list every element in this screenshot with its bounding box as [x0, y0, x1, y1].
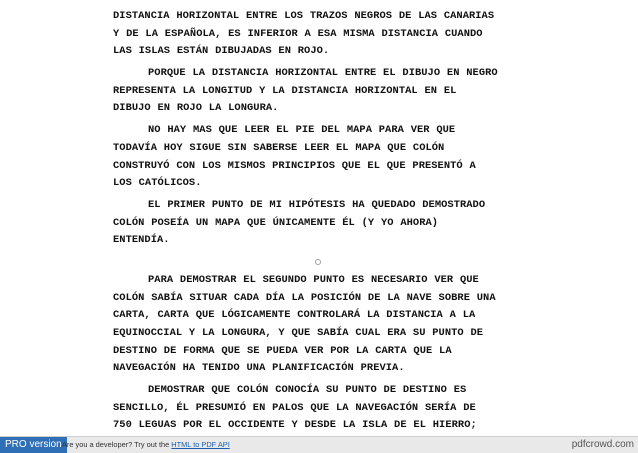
circle-separator-icon: [315, 259, 321, 265]
text-line: Y DE LA ESPAÑOLA, ES INFERIOR A ESA MISMA DISTANCIA CUANDO: [113, 27, 483, 40]
html-to-pdf-api-link[interactable]: HTML to PDF API: [171, 440, 230, 449]
footer-bar: [0, 436, 638, 453]
paragraph: [113, 272, 543, 378]
text-line: COLÓN POSEÍA UN MAPA QUE ÚNICAMENTE ÉL (Y YO AHORA): [113, 216, 439, 229]
paragraph: [113, 382, 543, 436]
text-line: PORQUE LA DISTANCIA HORIZONTAL ENTRE EL DIBUJO EN NEGRO: [148, 67, 498, 80]
text-line: COLÓN SABÍA SITUAR CADA DÍA LA POSICIÓN DE LA NAVE SOBRE UNA: [113, 291, 496, 304]
text-line: CONSTRUYÓ CON LOS MISMOS PRINCIPIOS QUE EL QUE PRESENTÓ A: [113, 159, 476, 172]
text-line: DESTINO DE FORMA QUE SE PUEDA VER POR LA CARTA QUE LA: [113, 344, 452, 357]
text-line: LOS CATÓLICOS.: [113, 177, 202, 190]
text-line: PARA DEMOSTRAR EL SEGUNDO PUNTO ES NECESARIO VER QUE: [148, 274, 479, 287]
paragraph: [113, 8, 543, 61]
paragraph: [113, 197, 543, 250]
text-line: 750 LEGUAS POR EL OCCIDENTE Y DESDE LA ISLA DE EL HIERRO;: [113, 419, 477, 432]
developer-prompt-text: Are you a developer? Try out the: [62, 440, 172, 449]
text-line: REPRESENTA LA LONGITUD Y LA DISTANCIA HORIZONTAL EN EL: [113, 84, 457, 97]
developer-prompt: [62, 437, 230, 453]
text-line: CARTA, CARTA QUE LÓGICAMENTE CONTROLARÁ LA DISTANCIA A LA: [113, 309, 476, 322]
text-line: SENCILLO, ÉL PRESUMIÓ EN PALOS QUE LA NAVEGACIÓN SERÍA DE: [113, 401, 476, 414]
section-separator: [113, 254, 543, 270]
text-line: DEMOSTRAR QUE COLÓN CONOCÍA SU PUNTO DE DESTINO ES: [148, 384, 467, 397]
text-line: NAVEGACIÓN HA TENIDO UNA PLANIFICACIÓN PREVIA.: [113, 362, 405, 375]
text-line: DIBUJO EN ROJO LA LONGURA.: [113, 102, 279, 115]
document-content: [113, 8, 543, 436]
text-line: TODAVÍA HOY SIGUE SIN SABERSE LEER EL MAPA QUE COLÓN: [113, 141, 445, 154]
brand-link[interactable]: pdfcrowd.com: [571, 439, 634, 450]
paragraph: [113, 122, 543, 192]
text-line: EL PRIMER PUNTO DE MI HIPÓTESIS HA QUEDADO DEMOSTRADO: [148, 199, 486, 212]
pro-version-badge[interactable]: PRO version: [0, 437, 67, 453]
text-line: EQUINOCCIAL Y LA LONGURA, Y QUE SABÍA CUAL ERA SU PUNTO DE: [113, 327, 484, 340]
text-line: LAS ISLAS ESTÁN DIBUJADAS EN ROJO.: [113, 45, 330, 58]
paragraph: [113, 65, 543, 118]
text-line: DISTANCIA HORIZONTAL ENTRE LOS TRAZOS NEGROS DE LAS CANARIAS: [113, 10, 495, 22]
text-line: ENTENDÍA.: [113, 234, 170, 247]
text-line: NO HAY MAS QUE LEER EL PIE DEL MAPA PARA VER QUE: [148, 124, 456, 137]
